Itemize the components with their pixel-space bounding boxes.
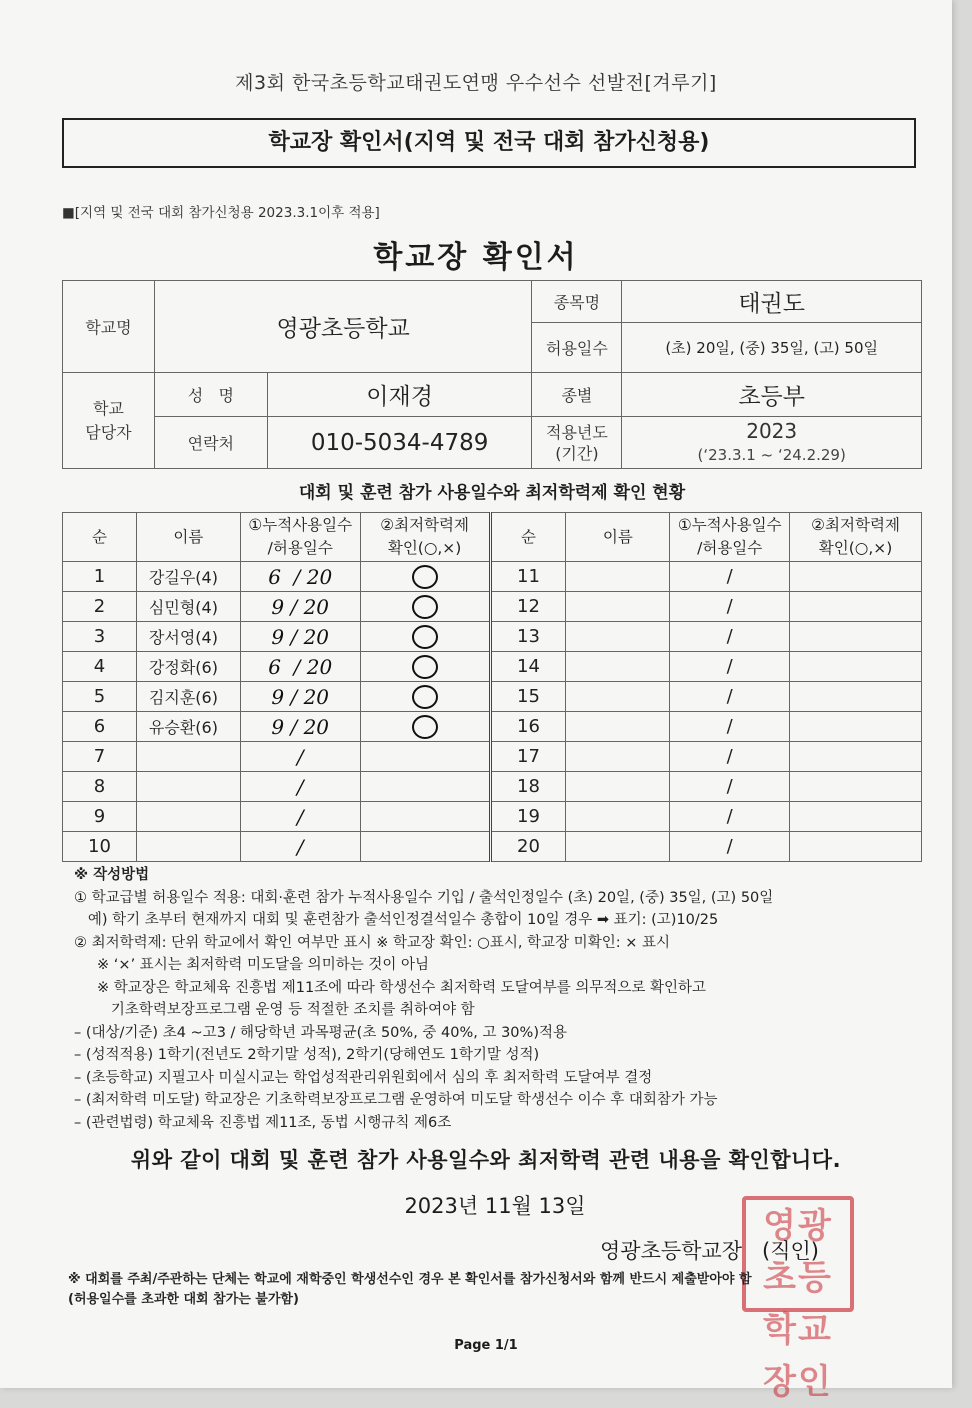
- instruction-line: – (관련법령) 학교체육 진흥법 제11조, 동법 시행규칙 제6조: [74, 1114, 452, 1131]
- used-days: 6 / 20: [240, 562, 360, 592]
- student-name: [566, 592, 670, 622]
- row-number: 19: [490, 802, 566, 832]
- table-row: [63, 742, 922, 772]
- table-row: [63, 562, 922, 592]
- used-days: /: [670, 622, 790, 652]
- division-value: 초등부: [622, 373, 922, 417]
- footnote-line-2: (허용일수를 초과한 대회 참가는 불가함): [68, 1292, 299, 1307]
- academic-check: [790, 802, 922, 832]
- table-row: [63, 652, 922, 682]
- seal-text: 영광초등 학교장인: [763, 1206, 833, 1402]
- academic-check: [790, 742, 922, 772]
- row-number: 3: [63, 622, 137, 652]
- instruction-line: 기초학력보장프로그램 운영 등 적절한 조치를 취하여야 함: [74, 1002, 475, 1018]
- page-number: Page 1/1: [454, 1338, 518, 1353]
- row-number: 8: [63, 772, 137, 802]
- phone-value: 010-5034-4789: [267, 417, 532, 469]
- academic-check: [360, 622, 490, 652]
- table-row: [63, 622, 922, 652]
- row-number: 11: [490, 562, 566, 592]
- used-days: /: [240, 742, 360, 772]
- academic-check: [360, 742, 490, 772]
- used-days: /: [670, 652, 790, 682]
- student-name: 강정화(6): [136, 652, 240, 682]
- school-label: 학교명: [63, 281, 155, 373]
- used-days: 9 / 20: [240, 622, 360, 652]
- student-name: [566, 742, 670, 772]
- academic-check: [360, 772, 490, 802]
- table-row: [63, 772, 922, 802]
- row-number: 17: [490, 742, 566, 772]
- school-value: 영광초등학교: [154, 281, 532, 373]
- instruction-line: ※ ‘×’ 표시는 최저학력 미도달을 의미하는 것이 아님: [74, 957, 429, 973]
- student-name: [566, 562, 670, 592]
- row-number: 12: [490, 592, 566, 622]
- confirmation-statement: 위와 같이 대회 및 훈련 참가 사용일수와 최저학력 관련 내용을 확인합니다.: [130, 1148, 842, 1172]
- footnote: [68, 1270, 752, 1310]
- used-days: 9 / 20: [240, 592, 360, 622]
- academic-check: [360, 802, 490, 832]
- header-no-2: 순: [490, 513, 566, 562]
- allowed-days-value: (초) 20일, (중) 35일, (고) 50일: [622, 323, 922, 373]
- circle-mark-icon: [412, 565, 438, 589]
- row-number: 6: [63, 712, 137, 742]
- roster-table: [62, 512, 922, 862]
- student-name: [566, 682, 670, 712]
- academic-check: [790, 622, 922, 652]
- used-days: /: [670, 772, 790, 802]
- academic-check: [790, 772, 922, 802]
- name-label: 성 명: [154, 373, 267, 417]
- used-days: /: [670, 832, 790, 862]
- page-title: 학교장 확인서: [373, 240, 579, 275]
- student-name: [566, 712, 670, 742]
- used-days: /: [670, 742, 790, 772]
- student-name: 심민형(4): [136, 592, 240, 622]
- sport-label: 종목명: [532, 281, 622, 323]
- writing-instructions: [74, 864, 934, 1134]
- boxed-title: 학교장 확인서(지역 및 전국 대회 참가신청용): [62, 118, 916, 168]
- event-title: 제3회 한국초등학교태권도연맹 우수선수 선발전[겨루기]: [235, 72, 717, 94]
- instruction-line: – (성적적용) 1학기(전년도 2학기말 성적), 2학기(당해연도 1학기말 성적): [74, 1047, 540, 1063]
- row-number: 2: [63, 592, 137, 622]
- table-row: [63, 592, 922, 622]
- circle-mark-icon: [412, 595, 438, 619]
- year-cell: [622, 417, 922, 469]
- student-name: [136, 742, 240, 772]
- applicability-note: ■[지역 및 전국 대회 참가신청용 2023.3.1이후 적용]: [62, 205, 380, 221]
- roster-header-row: [63, 513, 922, 562]
- academic-check: [790, 562, 922, 592]
- header-academic: ②최저학력제 확인(○,×): [360, 513, 490, 562]
- sport-value: 태권도: [622, 281, 922, 323]
- academic-check: [790, 682, 922, 712]
- academic-check: [360, 562, 490, 592]
- year-period: (‘23.3.1 ~ ‘24.2.29): [697, 445, 846, 464]
- row-number: 7: [63, 742, 137, 772]
- row-number: 18: [490, 772, 566, 802]
- instruction-line: 예) 학기 초부터 현재까지 대회 및 훈련참가 출석인정결석일수 총합이 10일 경우 ➡ 표기: (고)10/25: [74, 912, 719, 928]
- used-days: /: [670, 592, 790, 622]
- table-row: [63, 832, 922, 862]
- instruction-line: – (대상/기준) 초4 ~고3 / 해당학년 과목평균(초 50%, 중 40%, 고 30%)적용: [74, 1024, 567, 1041]
- row-number: 16: [490, 712, 566, 742]
- student-name: [136, 832, 240, 862]
- header-no: 순: [63, 513, 137, 562]
- issue-date: 2023년 11월 13일: [404, 1194, 586, 1218]
- contact-label: 학교 담당자: [63, 373, 155, 469]
- instruction-line: ② 최저학력제: 단위 학교에서 확인 여부만 표시 ※ 학교장 확인: ○표시, 학교장 미확인: × 표시: [74, 934, 670, 951]
- row-number: 9: [63, 802, 137, 832]
- student-name: [136, 802, 240, 832]
- academic-check: [360, 652, 490, 682]
- circle-mark-icon: [412, 655, 438, 679]
- header-name: 이름: [136, 513, 240, 562]
- academic-check: [790, 712, 922, 742]
- row-number: 4: [63, 652, 137, 682]
- student-name: [566, 622, 670, 652]
- row-number: 13: [490, 622, 566, 652]
- header-days: ①누적사용일수 /허용일수: [240, 513, 360, 562]
- year-value: 2023: [746, 418, 798, 443]
- instruction-line: ※ 학교장은 학교체육 진흥법 제11조에 따라 학생선수 최저학력 도달여부를 의무적으로 확인하고: [74, 979, 706, 996]
- header-name-2: 이름: [566, 513, 670, 562]
- year-label: 적용년도 (기간): [532, 417, 622, 469]
- used-days: /: [240, 802, 360, 832]
- name-value: 이재경: [267, 373, 532, 417]
- academic-check: [790, 592, 922, 622]
- student-name: 김지훈(6): [136, 682, 240, 712]
- footnote-line-1: ※ 대회를 주최/주관하는 단체는 학교에 재학중인 학생선수인 경우 본 확인서를 참가신청서와 함께 반드시 제출받아야 함: [68, 1272, 752, 1287]
- row-number: 10: [63, 832, 137, 862]
- table-row: [63, 802, 922, 832]
- used-days: 9 / 20: [240, 712, 360, 742]
- phone-label: 연락처: [154, 417, 267, 469]
- student-name: [136, 772, 240, 802]
- used-days: /: [670, 682, 790, 712]
- circle-mark-icon: [412, 685, 438, 709]
- division-label: 종별: [532, 373, 622, 417]
- student-name: [566, 802, 670, 832]
- row-number: 1: [63, 562, 137, 592]
- circle-mark-icon: [412, 715, 438, 739]
- used-days: 6 / 20: [240, 652, 360, 682]
- academic-check: [360, 832, 490, 862]
- academic-check: [360, 592, 490, 622]
- used-days: /: [240, 832, 360, 862]
- row-number: 5: [63, 682, 137, 712]
- academic-check: [360, 712, 490, 742]
- header-days-2: ①누적사용일수 /허용일수: [670, 513, 790, 562]
- circle-mark-icon: [412, 625, 438, 649]
- academic-check: [360, 682, 490, 712]
- school-info-table: [62, 280, 922, 469]
- student-name: 유승환(6): [136, 712, 240, 742]
- instruction-line: – (최저학력 미도달) 학교장은 기초학력보장프로그램 운영하여 미도달 학생선수 이수 후 대회참가 가능: [74, 1092, 718, 1108]
- row-number: 20: [490, 832, 566, 862]
- table-row: [63, 682, 922, 712]
- academic-check: [790, 832, 922, 862]
- instruction-line: – (초등학교) 지필고사 미실시교는 학업성적관리위원회에서 심의 후 최저학력 도달여부 결정: [74, 1069, 653, 1086]
- student-name: 강길우(4): [136, 562, 240, 592]
- instruction-line: ※ 작성방법: [74, 867, 150, 883]
- table-row: [63, 712, 922, 742]
- student-name: [566, 772, 670, 802]
- academic-check: [790, 652, 922, 682]
- roster-section-title: 대회 및 훈련 참가 사용일수와 최저학력제 확인 현황: [298, 483, 686, 503]
- principal-signature: 영광초등학교장 (직인): [600, 1239, 819, 1263]
- used-days: /: [670, 712, 790, 742]
- used-days: /: [670, 802, 790, 832]
- used-days: 9 / 20: [240, 682, 360, 712]
- student-name: [566, 652, 670, 682]
- row-number: 15: [490, 682, 566, 712]
- row-number: 14: [490, 652, 566, 682]
- used-days: /: [670, 562, 790, 592]
- used-days: /: [240, 772, 360, 802]
- allowed-days-label: 허용일수: [532, 323, 622, 373]
- student-name: [566, 832, 670, 862]
- header-academic-2: ②최저학력제 확인(○,×): [790, 513, 922, 562]
- instruction-line: ① 학교급별 허용일수 적용: 대회·훈련 참가 누적사용일수 기입 / 출석인정일수 (초) 20일, (중) 35일, (고) 50일: [74, 889, 774, 906]
- student-name: 장서영(4): [136, 622, 240, 652]
